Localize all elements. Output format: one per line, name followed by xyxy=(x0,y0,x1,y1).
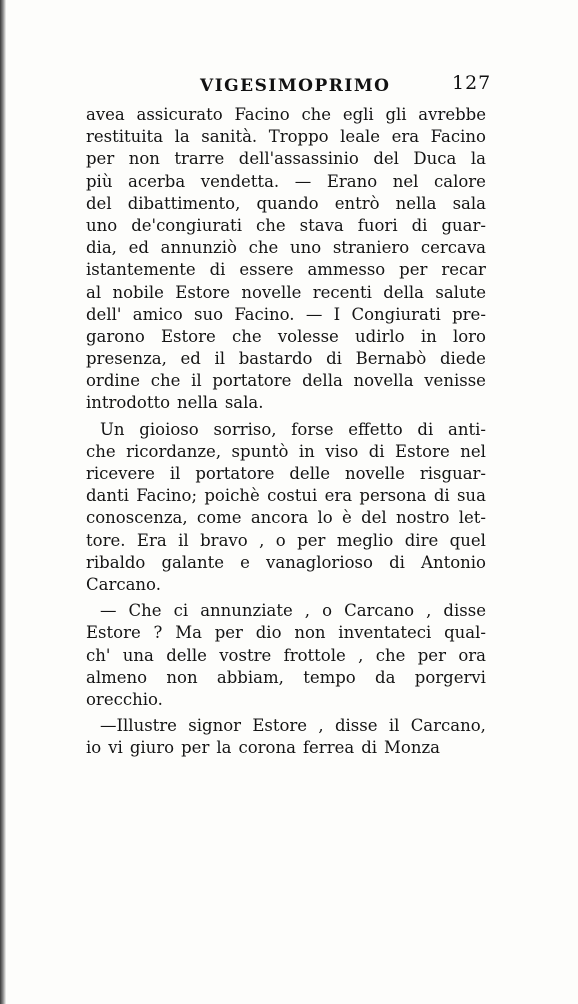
word: meglio xyxy=(336,530,394,550)
word: trarre xyxy=(174,149,225,169)
text-line xyxy=(86,370,486,392)
word: ancora xyxy=(250,508,309,528)
word: loro xyxy=(452,326,486,346)
text-line xyxy=(86,463,486,485)
text-line xyxy=(86,715,486,737)
word: quel xyxy=(449,530,486,550)
text-line xyxy=(86,574,486,596)
word: istantemente xyxy=(86,260,196,280)
page-header xyxy=(0,72,578,102)
word: suo xyxy=(193,304,224,324)
body-text xyxy=(86,104,486,759)
page-binding-edge xyxy=(0,0,6,1004)
text-line xyxy=(86,104,486,126)
word: non xyxy=(128,149,160,169)
word: sala xyxy=(452,193,486,213)
word: non xyxy=(294,623,326,643)
word: al xyxy=(86,282,102,302)
word: portatore xyxy=(195,464,275,483)
word: Carcano, xyxy=(410,716,486,736)
word: signor xyxy=(188,716,242,736)
word: , xyxy=(426,601,432,621)
word: la xyxy=(216,738,232,758)
word: sorriso, xyxy=(213,419,277,439)
word: Estore xyxy=(86,623,141,643)
word: Estore xyxy=(395,441,450,461)
word: restituita xyxy=(86,127,164,147)
word: del xyxy=(361,508,387,528)
word: assicurato xyxy=(136,105,223,124)
word: risguar- xyxy=(419,464,486,483)
word: volesse xyxy=(277,326,339,346)
word: Un xyxy=(100,419,125,439)
word: dell' xyxy=(86,304,122,324)
word: ora xyxy=(458,645,486,665)
word: vanaglorioso xyxy=(266,552,373,572)
paragraph xyxy=(86,104,486,415)
word: della xyxy=(302,371,343,391)
word: dio xyxy=(255,623,282,643)
word: bastardo xyxy=(238,349,313,369)
text-line xyxy=(86,282,486,304)
word: il xyxy=(169,464,181,483)
word: orecchio. xyxy=(86,689,163,709)
text-line xyxy=(86,485,486,507)
word: fuori xyxy=(357,215,398,235)
text-line xyxy=(86,622,486,644)
paragraph xyxy=(86,600,486,711)
word: presenza, xyxy=(86,349,167,369)
word: Estore xyxy=(252,716,308,736)
word: — xyxy=(305,304,323,324)
word: per xyxy=(86,149,115,169)
word: de'congiurati xyxy=(131,215,242,235)
word: — xyxy=(294,171,312,191)
word: dire xyxy=(404,530,439,550)
word: salute xyxy=(435,282,486,302)
word: amico xyxy=(132,304,183,324)
word: avea xyxy=(86,105,125,124)
word: o xyxy=(322,601,333,621)
word: calore xyxy=(433,171,486,191)
word: non xyxy=(166,667,198,687)
text-line xyxy=(86,126,486,148)
word: gioioso xyxy=(139,419,199,439)
word: di xyxy=(433,486,450,506)
text-line xyxy=(86,259,486,281)
word: stava xyxy=(299,215,344,235)
text-line xyxy=(86,689,486,711)
word: io xyxy=(86,738,102,758)
word: per xyxy=(181,738,210,758)
word: frottole xyxy=(283,645,346,665)
word: novella xyxy=(353,371,414,391)
word: che xyxy=(86,441,116,461)
word: , xyxy=(358,645,364,665)
word: essere xyxy=(239,260,294,280)
word: nel xyxy=(392,171,419,191)
word: che xyxy=(255,215,286,235)
text-line xyxy=(86,600,486,622)
word: disse xyxy=(443,601,486,621)
word: sua xyxy=(456,486,486,506)
word: —Illustre xyxy=(100,716,177,736)
word: tore. xyxy=(86,530,126,550)
word: ed xyxy=(128,238,149,258)
word: gli xyxy=(385,105,407,124)
word: forse xyxy=(291,419,334,439)
word: , xyxy=(304,601,311,621)
text-line xyxy=(86,552,486,574)
word: è xyxy=(342,508,352,528)
word: Era xyxy=(136,530,167,550)
word: Carcano xyxy=(344,601,415,621)
running-title: VIGESIMOPRIMO xyxy=(200,76,391,96)
word: era xyxy=(391,127,420,147)
word: Estore xyxy=(161,326,216,346)
word: — xyxy=(100,601,117,621)
word: che xyxy=(248,238,279,258)
word: di xyxy=(411,215,428,235)
word: nel xyxy=(460,441,486,461)
word: Carcano. xyxy=(86,574,161,594)
text-line xyxy=(86,171,486,193)
word: Duca xyxy=(413,149,457,169)
word: il xyxy=(214,349,226,369)
text-line xyxy=(86,326,486,348)
word: che xyxy=(231,326,262,346)
word: viso xyxy=(325,441,359,461)
word: effetto xyxy=(348,419,403,439)
word: , xyxy=(318,716,324,736)
word: ricordanze, xyxy=(126,441,222,461)
word: acerba xyxy=(128,171,186,191)
word: per xyxy=(297,530,326,550)
word: nella xyxy=(177,393,218,413)
word: Estore xyxy=(175,282,231,302)
text-line xyxy=(86,645,486,667)
word: più xyxy=(86,171,113,191)
word: I xyxy=(333,304,341,324)
word: quando xyxy=(256,193,319,213)
word: conoscenza, xyxy=(86,508,188,528)
word: Antonio xyxy=(421,552,486,572)
word: Facino; xyxy=(136,486,198,506)
word: almeno xyxy=(86,667,148,687)
word: pre- xyxy=(452,304,486,324)
text-line xyxy=(86,441,486,463)
word: poichè xyxy=(204,486,260,506)
text-line xyxy=(86,667,486,689)
text-line xyxy=(86,392,486,414)
word: o xyxy=(275,530,286,550)
text-line xyxy=(86,530,486,552)
paragraph xyxy=(86,715,486,759)
word: giuro xyxy=(129,738,175,758)
word: uno xyxy=(289,238,322,258)
word: entrò xyxy=(334,193,380,213)
word: il xyxy=(388,716,400,736)
word: una xyxy=(122,645,154,665)
word: annunziate xyxy=(200,601,293,621)
word: Facino xyxy=(234,105,290,124)
word: diede xyxy=(440,349,486,369)
word: il xyxy=(191,371,202,391)
word: del xyxy=(86,193,112,213)
word: nobile xyxy=(112,282,164,302)
word: bravo xyxy=(200,530,248,550)
word: recenti xyxy=(312,282,372,302)
word: garono xyxy=(86,326,145,346)
word: di xyxy=(389,552,405,572)
word: leale xyxy=(340,127,381,147)
word: danti xyxy=(86,486,129,506)
word: ed xyxy=(180,349,201,369)
word: Facino xyxy=(430,127,486,147)
word: ch' xyxy=(86,645,111,665)
word: Bernabò xyxy=(355,349,427,369)
word: in xyxy=(420,326,437,346)
text-line xyxy=(86,737,486,759)
word: il xyxy=(178,530,189,550)
word: abbiam, xyxy=(216,667,284,687)
word: straniero xyxy=(332,238,410,258)
paragraph xyxy=(86,419,486,597)
word: che xyxy=(150,371,181,391)
word: anti- xyxy=(448,419,486,439)
word: che xyxy=(375,645,406,665)
word: udirlo xyxy=(355,326,405,346)
word: novelle xyxy=(241,282,302,302)
word: sala. xyxy=(224,393,264,413)
word: Facino. xyxy=(234,304,295,324)
text-line xyxy=(86,304,486,326)
word: Congiurati xyxy=(351,304,441,324)
text-line xyxy=(86,507,486,529)
word: per xyxy=(417,645,446,665)
word: ci xyxy=(173,601,189,621)
word: delle xyxy=(289,464,331,483)
word: dibattimento, xyxy=(127,193,241,213)
word: di xyxy=(209,260,226,280)
word: vendetta. xyxy=(200,171,280,191)
word: ferrea xyxy=(302,738,355,758)
word: avrebbe xyxy=(418,105,486,124)
word: sanità. xyxy=(201,127,258,147)
word: venisse xyxy=(424,371,486,391)
word: qual- xyxy=(444,623,486,643)
word: nostro xyxy=(395,508,450,528)
word: galante xyxy=(161,552,225,572)
word: delle xyxy=(166,645,207,665)
word: spuntò xyxy=(231,441,289,461)
word: per xyxy=(399,260,428,280)
word: vi xyxy=(108,738,123,758)
page-number: 127 xyxy=(452,72,492,94)
word: nella xyxy=(395,193,437,213)
word: costui xyxy=(267,486,318,506)
word: Monza xyxy=(384,738,441,758)
word: corona xyxy=(238,738,296,758)
word: da xyxy=(375,667,396,687)
word: uno xyxy=(86,215,118,235)
word: annunziò xyxy=(160,238,237,258)
word: , xyxy=(259,530,265,550)
word: di xyxy=(361,738,378,758)
text-line xyxy=(86,193,486,215)
word: ammesso xyxy=(307,260,386,280)
word: inventateci xyxy=(338,623,432,643)
word: Erano xyxy=(326,171,378,191)
word: per xyxy=(214,623,243,643)
text-line xyxy=(86,215,486,237)
word: cercava xyxy=(420,238,486,258)
word: persona xyxy=(359,486,427,506)
word: che xyxy=(301,105,332,124)
text-line xyxy=(86,237,486,259)
word: della xyxy=(383,282,424,302)
word: Ma xyxy=(175,623,202,643)
word: era xyxy=(324,486,353,506)
word: guar- xyxy=(441,215,486,235)
word: di xyxy=(326,349,342,369)
word: ribaldo xyxy=(86,552,146,572)
word: lo xyxy=(317,508,333,528)
word: la xyxy=(174,127,190,147)
word: disse xyxy=(334,716,378,736)
word: porgervi xyxy=(414,667,486,687)
word: come xyxy=(196,508,242,528)
text-line xyxy=(86,348,486,370)
word: ordine xyxy=(86,371,141,391)
word: dell'assassinio xyxy=(238,149,359,169)
word: tempo xyxy=(303,667,356,687)
word: portatore xyxy=(212,371,292,391)
word: novelle xyxy=(344,464,405,483)
text-line xyxy=(86,419,486,441)
word: e xyxy=(240,552,250,572)
word: recar xyxy=(441,260,486,280)
text-line xyxy=(86,148,486,170)
word: Troppo xyxy=(268,127,329,147)
word: la xyxy=(470,149,486,169)
word: di xyxy=(368,441,385,461)
word: vostre xyxy=(219,645,272,665)
word: del xyxy=(373,149,399,169)
word: Che xyxy=(128,601,162,621)
word: in xyxy=(298,441,315,461)
word: introdotto xyxy=(86,393,171,413)
word: dia, xyxy=(86,238,117,258)
word: ricevere xyxy=(86,464,155,483)
word: let- xyxy=(458,508,486,528)
word: ? xyxy=(153,623,163,643)
word: egli xyxy=(342,105,374,124)
word: di xyxy=(417,419,434,439)
